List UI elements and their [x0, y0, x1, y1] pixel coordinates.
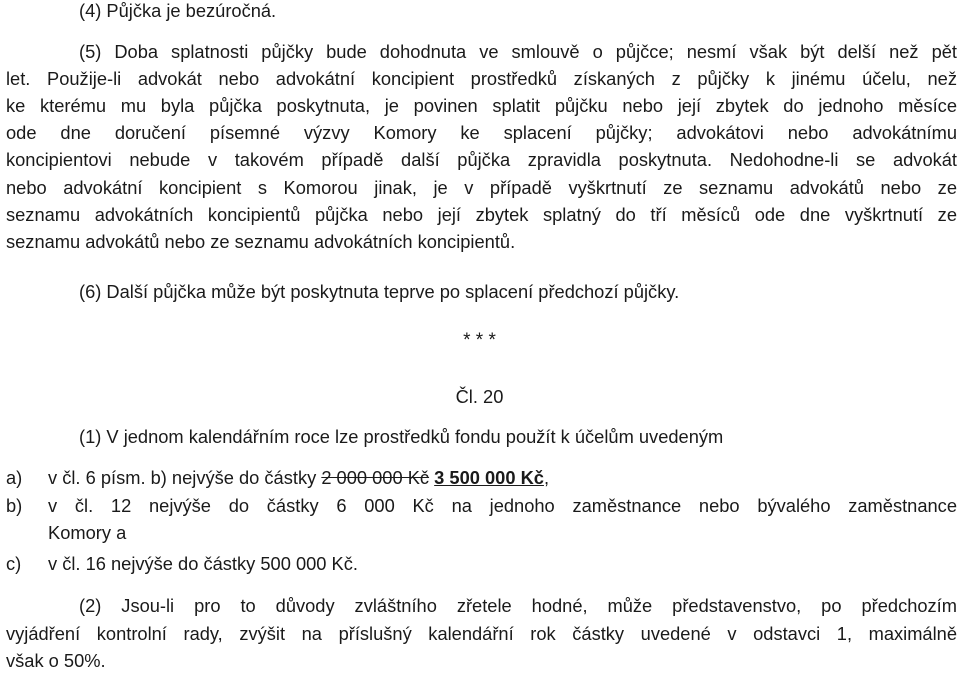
- item-a-suffix: ,: [543, 467, 550, 488]
- section-separator: * * *: [463, 330, 496, 351]
- item-a-new-amount: 3 500 000 Kč: [434, 467, 544, 488]
- item-a-letter: a): [6, 467, 23, 488]
- paragraph-5-line-1: (5) Doba splatnosti půjčky bude dohodnuta ve smlouvě o půjčce; nesmí však být delší než pět: [79, 41, 957, 62]
- article-heading: Čl. 20: [455, 386, 504, 407]
- item-a-old-amount: 2 000 000 Kč: [321, 467, 430, 488]
- paragraph-5-line-2: let. Použije-li advokát nebo advokátní koncipient prostředků získaných z půjčky k jinému účelu, než: [6, 68, 957, 89]
- paragraph-5-line-3: ke kterému mu byla půjčka poskytnuta, je povinen splatit půjčku nebo její zbytek do jednoho měsíce: [6, 95, 957, 116]
- paragraph-5-line-7: seznamu advokátních koncipientů půjčka nebo její zbytek splatný do tří měsíců ode dne vyškrtnutí ze: [6, 204, 957, 225]
- item-b-letter: b): [6, 495, 23, 516]
- paragraph-5-line-4: ode dne doručení písemné výzvy Komory ke splacení půjčky; advokátovi nebo advokátnímu: [6, 122, 957, 143]
- item-b-line-1: v čl. 12 nejvýše do částky 6 000 Kč na jednoho zaměstnance nebo bývalého zaměstnance: [48, 495, 957, 516]
- article-paragraph-1: (1) V jednom kalendářním roce lze prostředků fondu použít k účelům uvedeným: [79, 426, 724, 447]
- item-a-text: [48, 466, 957, 490]
- item-c-letter: c): [6, 553, 22, 574]
- paragraph-5-line-8: seznamu advokátů nebo ze seznamu advokátních koncipientů.: [6, 231, 516, 252]
- item-a-prefix: v čl. 6 písm. b) nejvýše do částky: [48, 467, 322, 488]
- paragraph-5-line-5: koncipientovi nebude v takovém případě další půjčka zpravidla poskytnuta. Nedohodne-li se advokát: [6, 149, 957, 170]
- paragraph-5-line-6: nebo advokátní koncipient s Komorou jinak, je v případě vyškrtnutí ze seznamu advokátů nebo ze: [6, 177, 957, 198]
- item-c-text: v čl. 16 nejvýše do částky 500 000 Kč.: [48, 553, 358, 574]
- item-b-line-2: Komory a: [48, 522, 127, 543]
- article-paragraph-2-line-3: však o 50%.: [6, 650, 106, 671]
- paragraph-4: (4) Půjčka je bezúročná.: [79, 0, 277, 21]
- paragraph-6: (6) Další půjčka může být poskytnuta teprve po splacení předchozí půjčky.: [79, 281, 680, 302]
- article-paragraph-2-line-1: (2) Jsou-li pro to důvody zvláštního zřetele hodné, může představenstvo, po předchozím: [79, 595, 957, 616]
- article-paragraph-2-line-2: vyjádření kontrolní rady, zvýšit na příslušný kalendářní rok částky uvedené v odstavci 1, maximálně: [6, 623, 957, 644]
